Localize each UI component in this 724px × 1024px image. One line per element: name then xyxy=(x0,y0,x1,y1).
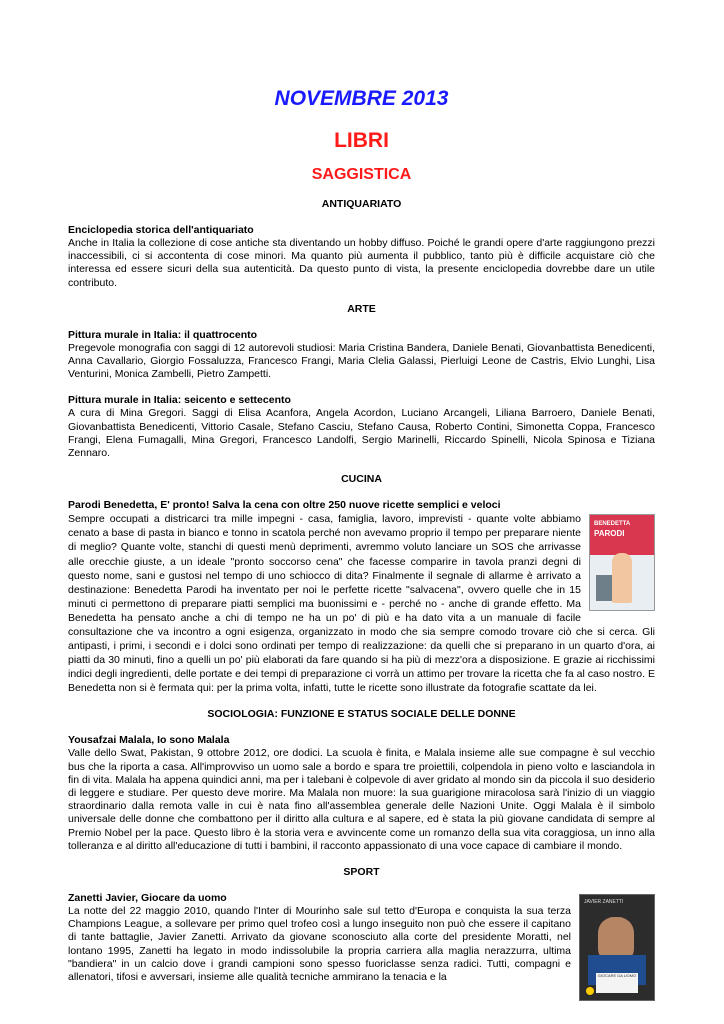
book-cover-image xyxy=(589,514,655,611)
section-heading-arte: ARTE xyxy=(347,302,376,315)
page-title: LIBRI xyxy=(334,129,389,152)
book-description: A cura di Mina Gregori. Saggi di Elisa Acanfora, Angela Acordon, Luciano Arcangeli, Liliana Barroero, Daniele Benati, Giovanbattista Benedicenti, Vittorio Casale, Stefano Casciu, Stefano Causa, Roberto Contini, Simonetta Coppa, Francesco Frangi, Elena Fumagalli, Mina Gregori, Francesco Landolfi, Sergio Marinelli, Riccardo Spinelli, Nicola Spinosa e Tiziana Zennaro. xyxy=(68,407,655,460)
cover-author: JAVIER ZANETTI xyxy=(584,899,624,906)
book-title: Zanetti Javier, Giocare da uomo xyxy=(68,892,227,905)
book-title: Yousafzai Malala, Io sono Malala xyxy=(68,734,230,747)
category-heading: SAGGISTICA xyxy=(311,166,412,183)
month-heading: NOVEMBRE 2013 xyxy=(274,87,449,110)
cover-title: GIOCARE DA UOMO xyxy=(596,973,638,993)
cover-title: PARODI xyxy=(594,529,625,539)
book-description: Anche in Italia la collezione di cose antiche sta diventando un hobby diffuso. Poiché le grandi opere d'arte raggiungono prezzi inaccessibili, ci si accontenta di cose minori. Ma quanto più aumenta il pubblico, tanto più è difficile acquistare ciò che interessa ed essere sicuri della sua autenticità. Da questo punto di vista, la presente enciclopedia dovrebbe dare un utile contributo. xyxy=(68,237,655,289)
book-title: Enciclopedia storica dell'antiquariato xyxy=(68,224,254,236)
book-description: La notte del 22 maggio 2010, quando l'Inter di Mourinho sale sul tetto d'Europa e conquista la sua terza Champions League, a sollevare per primo quel trofeo così a lungo inseguito non può che essere il capitano di tante battaglie, Javier Zanetti. Arrivato da giovane sconosciuto alla corte del presidente Moratti, nel lontano 1995, Zanetti ha legato in modo indissolubile la propria carriera alla maglia nerazzurra, ultima "bandiera" in un calcio dove i grandi campioni sono spesso fuoriclasse senza radici. Tutti, compagni e allenatori, tifosi e avversari, insieme alle qualità tecniche ammirano la tenacia e la xyxy=(68,905,571,984)
book-description: Valle dello Swat, Pakistan, 9 ottobre 2012, ore dodici. La scuola è finita, e Malala insieme alle sue compagne è sul vecchio bus che la riporta a casa. All'improvviso un uomo sale a bordo e spara tre proiettili, colpendola in pieno volto e lasciandola in fin di vita. Malala ha appena quindici anni, ma per i talebani è colpevole di aver gridato al mondo sin da piccola il suo desiderio di leggere e studiare. Per questo deve morire. Ma Malala non muore: la sua guarigione miracolosa sarà l'inizio di un viaggio straordinario dalla remota valle in cui è nata fino all'assemblea generale delle Nazioni Unite. Oggi Malala è il simbolo universale delle donne che combattono per il diritto alla cultura e al sapere, ed è stata la più giovane candidata di sempre al Premio Nobel per la pace. Questo libro è la storia vera e avvincente come un romanzo della sua vita coraggiosa, un inno alla tolleranza e al diritto all'educazione di tutti i bambini, il racconto appassionato di una voce capace di cambiare il mondo. xyxy=(68,747,655,852)
section-heading-sport: SPORT xyxy=(343,866,380,879)
book-title: Pittura murale in Italia: seicento e settecento xyxy=(68,394,291,407)
section-heading-sociologia: SOCIOLOGIA: FUNZIONE E STATUS SOCIALE DELLE DONNE xyxy=(207,708,516,721)
cover-author: BENEDETTA xyxy=(594,521,631,528)
book-description: Pregevole monografia con saggi di 12 autorevoli studiosi: Maria Cristina Bandera, Daniele Benati, Giovanbattista Benedicenti, Anna Cavallario, Giorgio Fossaluzza, Francesco Frangi, Maria Clelia Galassi, Pierluigi Leone de Castris, Elvio Lunghi, Lisa Venturini, Monica Zambelli, Pietro Zampetti. xyxy=(68,341,655,381)
book-title: Pittura murale in Italia: il quattrocento xyxy=(68,328,258,341)
section-heading-cucina: CUCINA xyxy=(341,473,382,486)
book-title: Parodi Benedetta, E' pronto! Salva la cena con oltre 250 nuove ricette semplici e veloci xyxy=(68,499,501,512)
document-body xyxy=(68,198,655,1005)
section-heading-antiquariato: ANTIQUARIATO xyxy=(321,198,402,210)
book-description: Sempre occupati a districarci tra mille impegni - casa, famiglia, lavoro, imprevisti - quante volte abbiamo cenato a base di pasta in bianco e tonno in scatola perché non avevamo proprio il tempo per preparare niente di meglio? Quante volte, stanchi di questi menù deprimenti, avremmo voluto lanciare un SOS che arrivasse alle orecchie giuste, a un ideale "pronto soccorso cena" che facesse comparire in tavola pranzi degni di questo nome, sani e gustosi nel tempo di uno schiocco di dita? Finalmente il segnale di allarme è arrivato a destinazione: Benedetta Parodi ha inventato per noi le perfette ricette "salvacena", ovvero quelle che in 15 minuti ci permettono di preparare piatti semplici ma buonissimi e - perché no - anche di grande effetto. Ma Benedetta ha pensato anche a chi di tempo ne ha un po' di più e ha dato vita a un manuale di facile consultazione che va incontro a ogni esigenza, organizzato in modo che sia sempre comodo trovare ciò che si cerca. Gli antipasti, i primi, i secondi e i dolci sono ordinati per tempo di realizzazione: da quelli che si preparano in un quarto d'ora, ai piatti da 30 minuti, fino a quelli un po' più elaborati da fare quando si ha più di mezz'ora a disposizione. E grazie ai ricchissimi indici degli ingredienti, delle portate e dei tempi di preparazione ci vorrà un attimo per trovare la ricetta che fa al caso nostro. E Benedetta non si è fermata qui: per la prima volta, infatti, tutte le ricette sono illustrate da fotografie scattate da lei. xyxy=(68,513,655,695)
book-cover-image xyxy=(579,894,655,1001)
